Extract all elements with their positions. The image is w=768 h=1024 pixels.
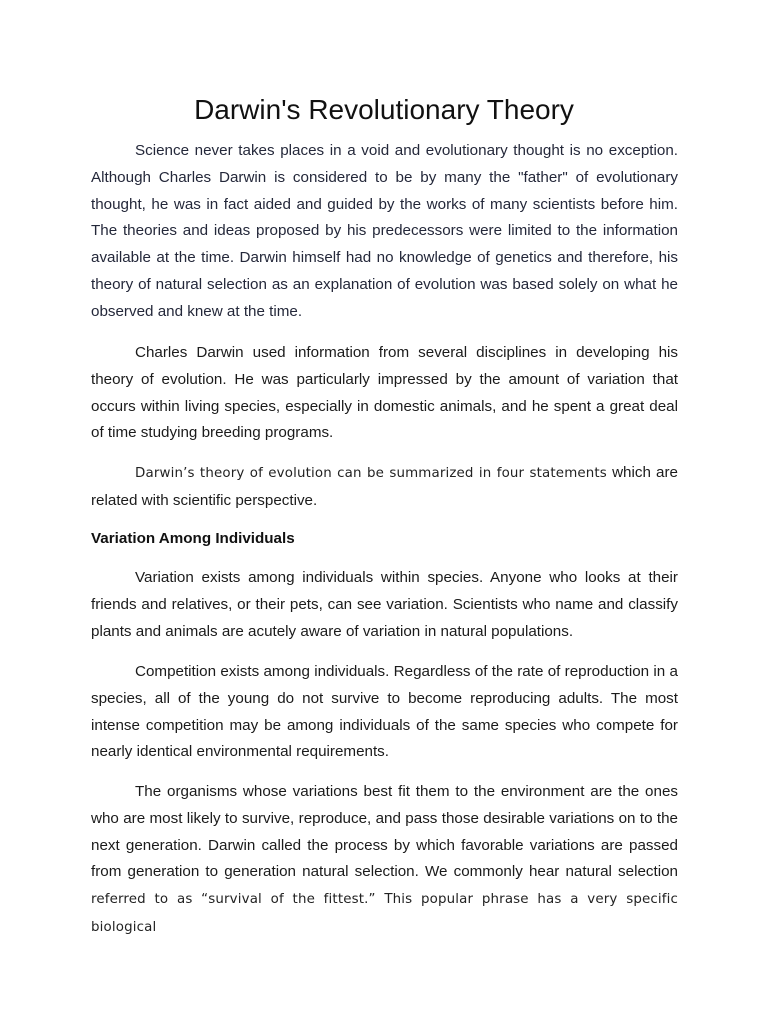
page-title: Darwin's Revolutionary Theory	[194, 94, 574, 125]
natural-selection-text-alt-font: referred to as “survival of the fittest.” This popular phrase has a very specific biological	[91, 892, 678, 935]
summary-text: which are related with scientific perspective.	[91, 464, 678, 509]
paragraph-competition: Competition exists among individuals. Regardless of the rate of reproduction in a species, all of the young do not survive to become reproducing adults. The most intense competition may be among individuals of the same species who compete for nearly identical environmental requirements.	[91, 663, 678, 761]
paragraph-intro: Science never takes places in a void and evolutionary thought is no exception. Although Charles Darwin is considered to be by many the "father" of evolutionary thought, he was in fact aided and guided by the works of many scientists before him. The theories and ideas proposed by his predecessors were limited to the information available at the time. Darwin himself had no knowledge of genetics and therefore, his theory of natural selection as an explanation of evolution was based solely on what he observed and knew at the time.	[91, 142, 678, 320]
paragraph-summary	[91, 460, 678, 515]
natural-selection-text: The organisms whose variations best fit them to the environment are the ones who are most likely to survive, reproduce, and pass those desirable variations on to the next generation. Darwin called the process by which favorable variations are passed from generation to generation natural selection. We commonly hear natural selection	[91, 783, 678, 881]
paragraph-variation: Variation exists among individuals within species. Anyone who looks at their friends and relatives, or their pets, can see variation. Scientists who name and classify plants and animals are acutely aware of variation in natural populations.	[91, 569, 678, 640]
paragraph-disciplines: Charles Darwin used information from several disciplines in developing his theory of evolution. He was particularly impressed by the amount of variation that occurs within living species, especially in domestic animals, and he spent a great deal of time studying breeding programs.	[91, 344, 678, 442]
summary-text-alt-font: Darwin’s theory of evolution can be summarized in four statements	[135, 466, 607, 481]
section-heading: Variation Among Individuals	[91, 530, 295, 547]
paragraph-natural-selection	[91, 779, 678, 942]
